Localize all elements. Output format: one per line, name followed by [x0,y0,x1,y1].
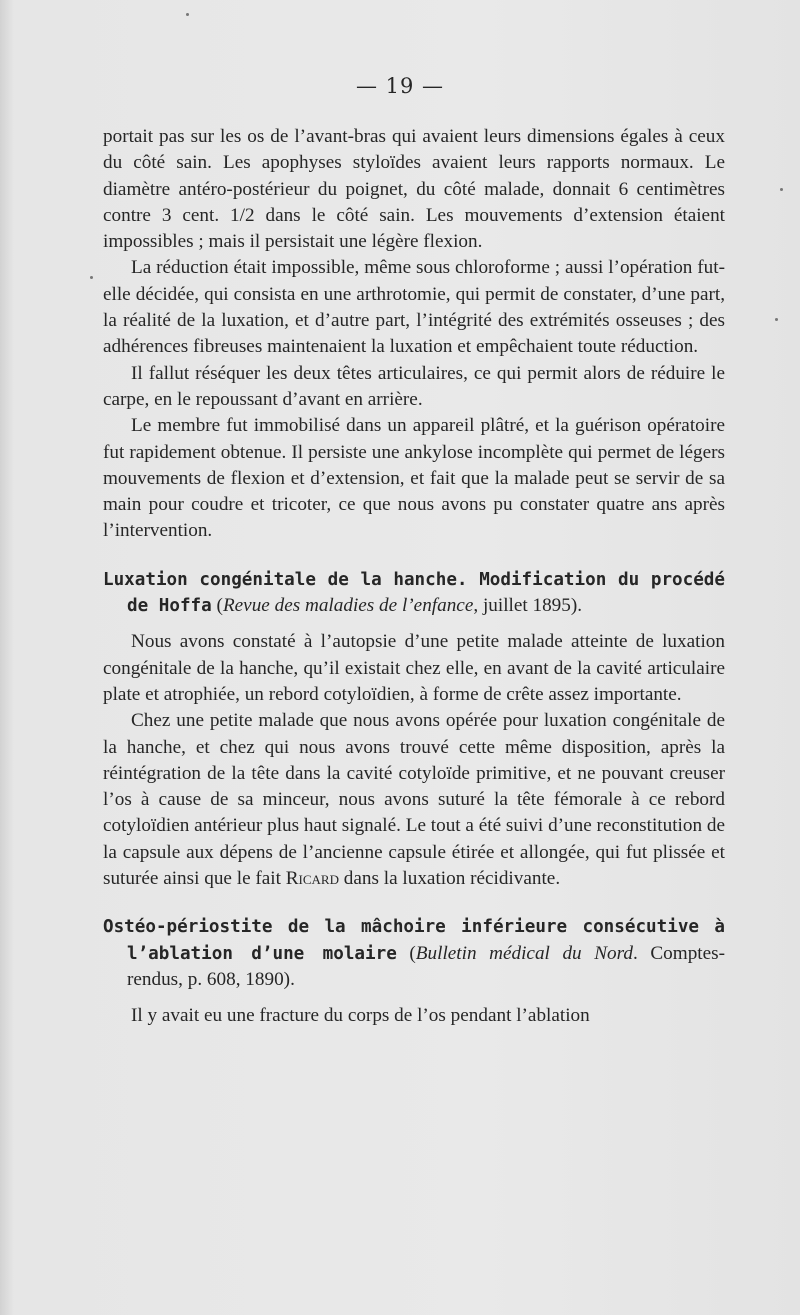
paper-speck [90,276,93,279]
section-title: Luxation congénitale de la hanche. Modification du procédé de Hoffa [103,569,725,617]
paragraph-text: Chez une petite malade que nous avons opérée pour luxation congénitale de la hanche, et chez qui nous avons trouvé cette même disposition, après la réintégration de la tête dans la cavité cotyloïde primitive, et ne pouvant creuser l’os à cause de sa minceur, nous avons suturé la tête fémorale à ce rebord cotyloïdien antérieur plus haut signalé. Le tout a été suivi d’une reconstitution de la capsule aux dépens de l’ancienne capsule étirée et allongée, qui fut plissée et suturée ainsi que le fait [103,710,725,890]
body-paragraph: Le membre fut immobilisé dans un appareil plâtré, et la guérison opératoire fut rapidement obtenue. Il persiste une ankylose incomplète qui permet de légers mouvements de flexion et d’extension, et fait que la malade peut se servir de sa main pour coudre et tricoter, ce que nous avons pu constater quatre ans après l’intervention. [103,415,725,542]
body-paragraph [103,708,725,892]
paragraph-text-end: dans la luxation récidivante. [339,868,561,890]
body-paragraph: Il fallut réséquer les deux têtes articulaires, ce qui permit alors de réduire le carpe, en le repoussant d’avant en arrière. [103,362,725,410]
citation-open: ( [211,595,223,617]
body-paragraph: portait pas sur les os de l’avant-bras qui avaient leurs dimensions égales à ceux du côté sain. Les apophyses styloïdes avaient leurs rapports normaux. Le diamètre antéro-postérieur du poignet, du côté malade, donnait 6 centimètres contre 3 cent. 1/2 dans le côté sain. Les mouvements d’extension étaient impossibles ; mais il persistait une légère flexion. [103,126,725,253]
page-body [103,124,725,1030]
author-name: Ricard [285,868,339,890]
paper-speck [186,13,189,16]
journal-title: Bulletin médical du Nord [415,942,633,964]
section-title: Ostéo-périostite de la mâchoire inférieure consécutive à l’ablation d’une molaire [103,917,725,964]
section-heading-osteo [103,914,725,993]
paper-speck [775,318,778,321]
paper-speck [780,188,783,191]
journal-title: Revue des maladies de l’enfance [222,595,474,617]
body-paragraph: La réduction était impossible, même sous chloroforme ; aussi l’opération fut-elle décidée, qui consista en une arthrotomie, qui permit de constater, d’une part, la réalité de la luxation, et d’autre part, l’intégrité des extrémités osseuses ; des adhérences fibreuses maintenaient la luxation et empêchaient toute réduction. [103,257,725,358]
citation-open: ( [396,942,416,964]
citation-date: , juillet 1895). [473,595,583,617]
page-number: — 19 — [355,74,445,98]
section-heading-luxation [103,567,725,620]
body-paragraph: Nous avons constaté à l’autopsie d’une petite malade atteinte de luxation congénitale de la hanche, qu’il existait chez elle, en avant de la cavité articulaire plate et atrophiée, un rebord cotyloïdien, à forme de crête assez importante. [103,631,725,705]
citation-date: . Comptes-rendus, p. 608, 1890). [127,942,726,990]
body-paragraph: Il y avait eu une fracture du corps de l’os pendant l’ablation [131,1005,590,1027]
